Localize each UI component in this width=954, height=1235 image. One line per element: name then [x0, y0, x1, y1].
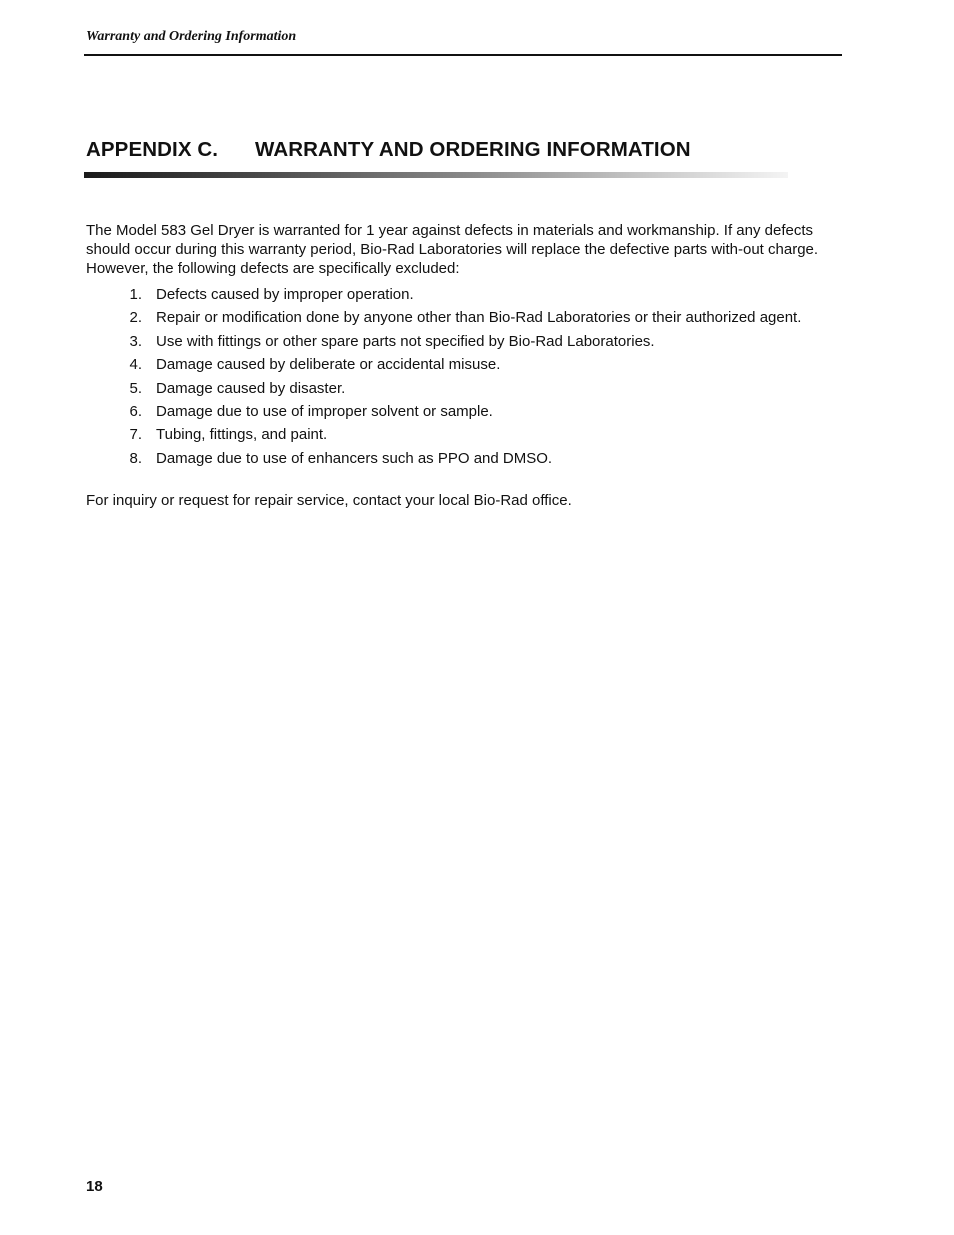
warranty-intro-paragraph: The Model 583 Gel Dryer is warranted for 1 year against defects in materials and workmanship. If any defects should occur during this warranty period, Bio-Rad Laboratories will replace the defective parts with-out charge. However, the following defects are specifically excluded:	[86, 222, 819, 277]
list-item-number: 2.	[129, 309, 142, 327]
list-item-text: Tubing, fittings, and paint.	[156, 426, 328, 444]
appendix-heading: WARRANTY AND ORDERING INFORMATION	[255, 138, 691, 161]
list-item-number: 5.	[129, 379, 142, 397]
list-item	[86, 402, 801, 425]
list-item-number: 1.	[129, 286, 142, 303]
list-item-number: 4.	[129, 356, 142, 374]
list-item-text: Damage due to use of improper solvent or sample.	[156, 402, 493, 420]
list-item-text: Damage caused by disaster.	[156, 379, 346, 397]
contact-paragraph: For inquiry or request for repair service, contact your local Bio-Rad office.	[86, 492, 572, 509]
list-item	[86, 449, 801, 472]
appendix-title	[86, 138, 691, 162]
list-item-number: 6.	[129, 402, 142, 420]
list-item-text: Use with fittings or other spare parts not specified by Bio-Rad Laboratories.	[156, 332, 655, 350]
list-item-text: Damage caused by deliberate or accidental misuse.	[156, 356, 501, 374]
list-item-number: 8.	[129, 449, 142, 467]
appendix-label: APPENDIX C.	[86, 138, 219, 161]
list-item-text: Damage due to use of enhancers such as PPO and DMSO.	[156, 449, 553, 467]
list-item	[86, 379, 801, 402]
list-item	[86, 285, 801, 308]
list-item-text: Repair or modification done by anyone other than Bio-Rad Laboratories or their authorized agent.	[156, 309, 802, 327]
header-rule	[84, 54, 842, 56]
list-item	[86, 332, 801, 355]
list-item	[86, 355, 801, 378]
list-item	[86, 308, 801, 331]
title-gradient-rule	[84, 172, 788, 178]
exclusions-list	[86, 285, 801, 472]
running-header: Warranty and Ordering Information	[86, 29, 297, 44]
list-item-number: 3.	[129, 332, 142, 350]
list-item	[86, 425, 801, 448]
page-number: 18	[86, 1178, 103, 1195]
list-item-text: Defects caused by improper operation.	[156, 286, 414, 303]
list-item-number: 7.	[129, 426, 142, 444]
